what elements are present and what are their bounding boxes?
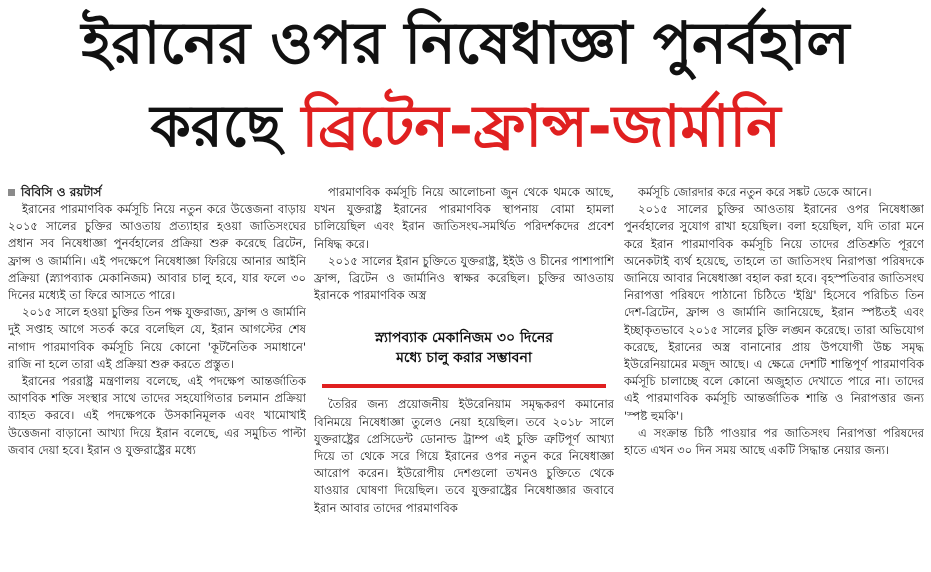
- column-3: [624, 184, 924, 568]
- headline-line-2-black: করছে: [150, 92, 302, 160]
- pull-quote: [322, 312, 606, 388]
- column-2: [314, 184, 614, 568]
- byline-square-icon: [8, 189, 15, 196]
- headline-line-2: [0, 86, 931, 166]
- paragraph: ২০১৫ সালের ইরান চুক্তিতে যুক্তরাষ্ট্র, ইইউ ও চীনের পাশাপাশি ফ্রান্স, ব্রিটেন ও জার্মানিও স্বাক্ষর করেছিল। চুক্তির আওতায় ইরানকে পারমাণবিক অস্ত্র: [314, 253, 614, 303]
- headline-line-1: ইরানের ওপর নিষেধাজ্ঞা পুনর্বহাল: [81, 9, 850, 77]
- headline: [0, 0, 931, 178]
- paragraph: কর্মসূচি জোরদার করে নতুন করে সঙ্কট ডেকে আনে।: [638, 185, 872, 199]
- headline-line-2-red: ব্রিটেন-ফ্রান্স-জার্মানি: [301, 92, 781, 160]
- byline-text: বিবিসি ও রয়টার্স: [21, 185, 102, 199]
- paragraph: ২০১৫ সালের চুক্তির আওতায় ইরানের ওপর নিষেধাজ্ঞা পুনর্বহালের সুযোগ রাখা হয়েছিল। বলা হয়েছিল, যদি তারা মনে করে ইরান পারমাণবিক কর্মসূচি নিয়ে তাদের প্রতিশ্রুতি পূরণে অনেকটাই ব্যর্থ হয়েছে, তাহলে তা জাতিসংঘ নিরাপত্তা পরিষদকে জানিয়ে আবার নিষেধাজ্ঞা বহাল করা হবে। বৃহস্পতিবার জাতিসংঘ নিরাপত্তা পরিষদে পাঠানো চিঠিতে 'ইথ্রি' হিসেবে পরিচিত তিন দেশ-ব্রিটেন, ফ্রান্স ও জার্মানি জানিয়েছে, ইরান স্পষ্টতই এবং ইচ্ছাকৃতভাবে ২০১৫ সালের চুক্তি লঙ্ঘন করেছে। তারা অভিযোগ করেছে, ইরানের অস্ত্র বানানোর প্রায় উপযোগী উচ্চ সমৃদ্ধ ইউরেনিয়ামের মজুদ আছে। এ ক্ষেত্রে দেশটি শান্তিপূর্ণ পারমাণবিক কর্মসূচি চালাচ্ছে বলে কোনো অজুহাত দেখাতে পারে না। তাদের এই পারমাণবিক কর্মসূচি আন্তর্জাতিক শান্তি ও নিরাপত্তার জন্য 'স্পষ্ট হুমকি'।: [624, 202, 924, 423]
- pull-quote-line-2: মধ্যে চালু করার সম্ভাবনা: [396, 350, 532, 367]
- paragraph: ইরানের পররাষ্ট্র মন্ত্রণালয় বলেছে, এই পদক্ষেপ আন্তর্জাতিক আণবিক শক্তি সংস্থার সাথে তাদের সহযোগিতার চলমান প্রক্রিয়া ব্যাহত করবে। এই পদক্ষেপকে উসকানিমূলক এবং খামোখাই উত্তেজনা বাড়ানো আখ্যা দিয়ে ইরান বলেছে, এর সমুচিত পাল্টা জবাব দেয়া হবে। ইরান ও যুক্তরাষ্ট্রের মধ্যে: [8, 374, 306, 457]
- paragraph: এ সংক্রান্ত চিঠি পাওয়ার পর জাতিসংঘ নিরাপত্তা পরিষদের হাতে এখন ৩০ দিন সময় আছে একটি সিদ্ধান্ত নেয়ার জন্য।: [624, 425, 924, 458]
- pull-quote-line-1: স্ন্যাপব্যাক মেকানিজম ৩০ দিনের: [374, 330, 554, 347]
- paragraph: তৈরির জন্য প্রয়োজনীয় ইউরেনিয়াম সমৃদ্ধকরণ কমানোর বিনিময়ে নিষেধাজ্ঞা তুলেও নেয়া হয়েছিল। তবে ২০১৮ সালে যুক্তরাষ্ট্রের প্রেসিডেন্ট ডোনাল্ড ট্রাম্প এই চুক্তি ত্রুটিপূর্ণ আখ্যা দিয়ে তা থেকে সরে গিয়ে ইরানের ওপর নতুন করে নিষেধাজ্ঞা আরোপ করেন। ইউরোপীয় দেশগুলো তখনও চুক্তিতে থেকে যাওয়ার ঘোষণা দিয়েছিল। তবে যুক্তরাষ্ট্রের নিষেধাজ্ঞার জবাবে ইরান আবার তাদের পারমাণবিক: [314, 397, 614, 515]
- column-1: [8, 184, 306, 568]
- paragraph: ২০১৫ সালে হওয়া চুক্তির তিন পক্ষ যুক্তরাজ্য, ফ্রান্স ও জার্মানি দুই সপ্তাহ আগে সতর্ক করে বলেছিল যে, ইরান আগস্টের শেষ নাগাদ পারমাণবিক কর্মসূচি নিয়ে কোনো 'কূটনৈতিক সমাধানে' রাজি না হলে তারা এই প্রক্রিয়া শুরু করতে প্রস্তুত।: [8, 305, 306, 371]
- paragraph: ইরানের পারমাণবিক কর্মসূচি নিয়ে নতুন করে উত্তেজনা বাড়ায় ২০১৫ সালের চুক্তির আওতায় প্রত্যাহার হওয়া জাতিসংঘের প্রধান সব নিষেধাজ্ঞা পুনর্বহালের প্রক্রিয়া শুরু করেছে ব্রিটেন, ফ্রান্স ও জার্মানি। এই পদক্ষেপে নিষেধাজ্ঞা ফিরিয়ে আনার আইনি প্রক্রিয়া (স্ন্যাপব্যাক মেকানিজম) আবার চালু হবে, যার ফলে ৩০ দিনের মধ্যেই তা ফিরে আসতে পারে।: [8, 202, 306, 303]
- byline: [8, 184, 306, 201]
- paragraph: পারমাণবিক কর্মসূচি নিয়ে আলোচনা জুন থেকে থমকে আছে, যখন যুক্তরাষ্ট্র ইরানের পারমাণবিক স্থাপনায় বোমা হামলা চালিয়েছিল এবং ইরান জাতিসংঘ-সমর্থিত পরিদর্শকদের প্রবেশ নিষিদ্ধ করে।: [314, 185, 614, 251]
